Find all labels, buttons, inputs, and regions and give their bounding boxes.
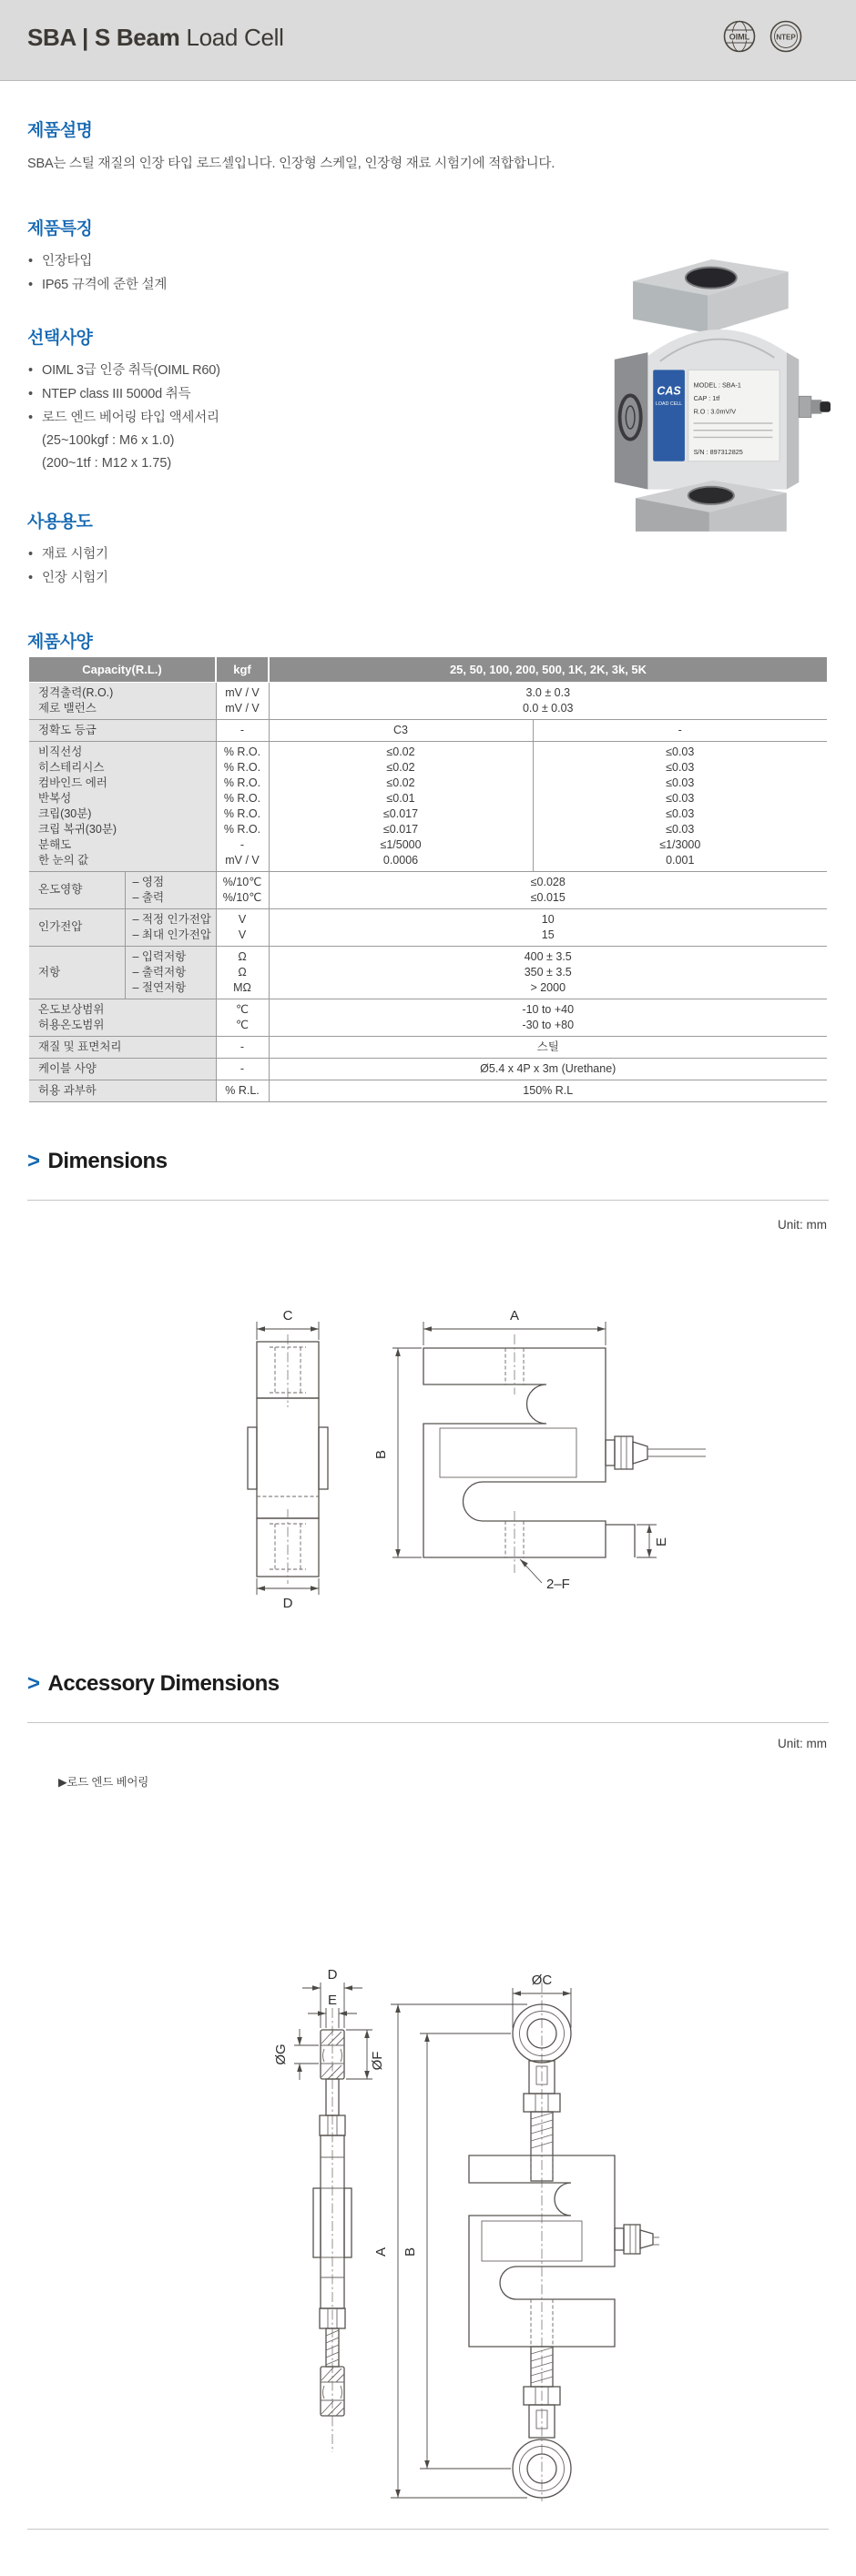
column-header-capacity: Capacity(R.L.) <box>29 657 216 682</box>
row-value: > 2000 <box>530 980 566 994</box>
row-sublabel: – 출력저항 <box>132 965 187 979</box>
unit-note: Unit: mm <box>778 1218 827 1232</box>
features-list <box>27 249 167 297</box>
dim-label-a: A <box>373 2246 389 2257</box>
header-band <box>0 0 856 81</box>
dim-label-b: B <box>403 2246 418 2257</box>
spec-row-accuracy <box>29 719 827 741</box>
label-model-line: MODEL : SBA-1 <box>693 380 741 390</box>
dim-label-b: B <box>373 1449 389 1460</box>
unit-note: Unit: mm <box>778 1737 827 1750</box>
dim-label-a: A <box>509 1308 520 1323</box>
dim-label-e: E <box>327 1993 338 2008</box>
row-unit: Ω <box>238 949 247 963</box>
row-value: ≤0.03 <box>666 806 695 820</box>
row-value: ≤0.03 <box>666 745 695 758</box>
ntep-logo-icon <box>769 19 803 54</box>
list-item: • 인장 시험기 <box>27 566 108 590</box>
spec-row-cable <box>29 1058 827 1080</box>
row-unit: % R.O. <box>223 806 261 820</box>
row-label: 반복성 <box>38 791 72 805</box>
dimension-drawing-side-view <box>360 1307 715 1611</box>
list-item: • 로드 엔드 베어링 타입 액세서리 <box>27 406 220 430</box>
dim-label-c: C <box>282 1308 293 1323</box>
row-sublabel: – 절연저항 <box>132 980 187 994</box>
spec-row-overload <box>29 1080 827 1101</box>
brand-sub-text: LOAD CELL <box>655 401 683 407</box>
row-unit: V <box>238 912 247 926</box>
row-value: 스틸 <box>269 1036 827 1058</box>
row-value: ≤0.03 <box>666 760 695 774</box>
row-unit: - <box>239 837 245 851</box>
section-heading-features: 제품특징 <box>27 219 93 238</box>
row-unit: % R.O. <box>223 745 261 758</box>
row-label: 비직선성 <box>38 745 83 758</box>
row-sublabel: – 출력 <box>132 890 165 904</box>
spec-row-performance-block <box>29 741 827 871</box>
dimensions-heading: > Dimensions <box>27 1149 168 1173</box>
row-label: 크립 복귀(30분) <box>38 822 117 836</box>
ntep-logo-text: NTEP <box>776 33 796 42</box>
column-header-unit: kgf <box>216 657 269 682</box>
row-value: ≤1/5000 <box>380 837 422 851</box>
row-sublabel: – 입력저항 <box>132 949 187 963</box>
spec-row-excitation <box>29 908 827 946</box>
list-item: • 인장타입 <box>27 249 167 273</box>
page-title-type: Load Cell <box>186 24 284 51</box>
dim-label-of: ØF <box>370 2051 385 2071</box>
section-product-features <box>27 215 167 297</box>
row-label: 케이블 사양 <box>29 1058 216 1080</box>
row-value: C3 <box>269 719 533 741</box>
row-value: ≤0.02 <box>386 760 415 774</box>
row-label: 정확도 등급 <box>29 719 216 741</box>
row-label: 히스테리시스 <box>38 760 105 774</box>
row-value: -30 to +80 <box>522 1018 575 1031</box>
row-label: 분해도 <box>38 837 72 851</box>
row-value: 150% R.L <box>269 1080 827 1101</box>
row-label: 허용 과부하 <box>29 1080 216 1101</box>
row-label: 허용온도범위 <box>38 1018 105 1031</box>
row-sublabel: – 적정 인가전압 <box>132 912 211 926</box>
row-unit: - <box>216 719 269 741</box>
row-value: ≤1/3000 <box>659 837 701 851</box>
oiml-logo-icon <box>722 19 757 54</box>
row-value: ≤0.02 <box>386 745 415 758</box>
page-title <box>27 24 284 52</box>
row-value: ≤0.015 <box>530 890 566 904</box>
row-unit: ℃ <box>235 1002 250 1016</box>
section-heading-options: 선택사양 <box>27 329 93 348</box>
row-value: 3.0 ± 0.3 <box>525 685 571 699</box>
section-optional-specs <box>27 324 220 475</box>
row-unit: MΩ <box>233 980 251 994</box>
accessory-heading: > Accessory Dimensions <box>27 1671 280 1696</box>
chevron-right-icon: > <box>27 1671 40 1696</box>
row-unit: % R.L. <box>216 1080 269 1101</box>
row-sublabel: – 최대 인가전압 <box>132 928 211 941</box>
row-value: 350 ± 3.5 <box>524 965 572 979</box>
label-cap-line: CAP : 1tf <box>693 394 720 403</box>
row-value: 400 ± 3.5 <box>524 949 572 963</box>
row-value: ≤0.03 <box>666 791 695 805</box>
option-subline: (25~100kgf : M6 x 1.0) <box>42 433 175 448</box>
row-value: ≤0.017 <box>382 822 419 836</box>
row-value: ≤0.028 <box>530 875 566 888</box>
section-heading-spec: 제품사양 <box>27 633 93 652</box>
page-title-model: SBA | S Beam <box>27 24 180 51</box>
row-unit: % R.O. <box>223 822 261 836</box>
row-unit: % R.O. <box>223 791 261 805</box>
row-unit: Ω <box>238 965 247 979</box>
divider <box>27 1200 829 1201</box>
options-list <box>27 359 220 430</box>
usage-list <box>27 543 108 590</box>
row-value: 10 <box>541 912 555 926</box>
section-heading-description: 제품설명 <box>27 121 93 140</box>
section-heading-usage: 사용용도 <box>27 512 93 532</box>
row-value: ≤0.03 <box>666 776 695 789</box>
section-spec <box>27 628 92 653</box>
row-label: 저항 <box>29 946 125 999</box>
row-unit: % R.O. <box>223 760 261 774</box>
row-value: Ø5.4 x 4P x 3m (Urethane) <box>269 1058 827 1080</box>
row-value: ≤0.017 <box>382 806 419 820</box>
list-item: • OIML 3급 인증 취득(OIML R60) <box>27 359 220 382</box>
accessory-drawing-side-view <box>332 1957 660 2503</box>
certification-logos <box>722 19 803 54</box>
row-value: ≤0.03 <box>666 822 695 836</box>
dim-label-2f: 2–F <box>546 1577 570 1592</box>
spec-row-rated-output <box>29 682 827 719</box>
row-value: 15 <box>541 928 555 941</box>
label-ro-line: R.O : 3.0mV/V <box>693 407 737 416</box>
row-label: 정격출력(R.O.) <box>38 685 114 699</box>
oiml-logo-text: OIML <box>729 32 750 42</box>
list-item: • 재료 시험기 <box>27 543 108 566</box>
row-label: 재질 및 표면처리 <box>29 1036 216 1058</box>
description-body: SBA는 스틸 재질의 인장 타입 로드셀입니다. 인장형 스케일, 인장형 재료 시험기에 적합합니다. <box>27 157 555 171</box>
accessory-caption: ▶로드 엔드 베어링 <box>58 1776 149 1789</box>
section-usage <box>27 508 108 590</box>
chevron-right-icon: > <box>27 1149 40 1173</box>
row-value: ≤0.02 <box>386 776 415 789</box>
row-unit: mV / V <box>225 701 260 715</box>
spec-row-temp-range <box>29 999 827 1036</box>
divider <box>27 2529 829 2530</box>
row-unit: %/10℃ <box>222 890 262 904</box>
spec-row-resistance <box>29 946 827 999</box>
label-serial-line: S/N : 897312825 <box>693 448 743 456</box>
product-photo <box>585 180 831 532</box>
spec-row-material <box>29 1036 827 1058</box>
row-value: -10 to +40 <box>522 1002 575 1016</box>
row-unit: % R.O. <box>223 776 261 789</box>
list-item: • NTEP class III 5000d 취득 <box>27 382 220 406</box>
spec-table <box>29 657 827 1102</box>
column-header-values: 25, 50, 100, 200, 500, 1K, 2K, 3k, 5K <box>269 657 827 682</box>
section-product-description <box>27 117 555 172</box>
spec-table-header-row <box>29 657 827 682</box>
dim-label-e: E <box>654 1536 669 1547</box>
row-label: 온도영향 <box>29 871 125 908</box>
row-label: 한 눈의 값 <box>38 853 89 867</box>
row-unit: - <box>216 1036 269 1058</box>
brand-logo-text: CAS <box>657 384 681 398</box>
row-sublabel: – 영점 <box>132 875 165 888</box>
option-subline: (200~1tf : M12 x 1.75) <box>42 456 172 471</box>
row-label: 인가전압 <box>29 908 125 946</box>
row-unit: ℃ <box>235 1018 250 1031</box>
row-unit: mV / V <box>225 685 260 699</box>
dim-label-oc: ØC <box>531 1973 553 1988</box>
row-value: 0.0006 <box>382 853 419 867</box>
list-item: • IP65 규격에 준한 설계 <box>27 273 167 297</box>
row-unit: %/10℃ <box>222 875 262 888</box>
row-label: 컴바인드 에러 <box>38 776 107 789</box>
row-value: ≤0.01 <box>386 791 415 805</box>
row-unit: V <box>238 928 247 941</box>
divider <box>27 1722 829 1723</box>
row-label: 크립(30분) <box>38 806 92 820</box>
dim-label-d: D <box>282 1596 293 1611</box>
dim-label-og: ØG <box>273 2044 289 2065</box>
row-value: 0.0 ± 0.03 <box>522 701 574 715</box>
row-label: 제로 밸런스 <box>38 701 97 715</box>
row-unit: - <box>216 1058 269 1080</box>
spec-row-temp-effect <box>29 871 827 908</box>
row-label: 온도보상범위 <box>38 1002 105 1016</box>
dim-label-d: D <box>327 1967 338 1983</box>
row-value: 0.001 <box>666 853 695 867</box>
row-unit: mV / V <box>225 853 260 867</box>
row-value: - <box>533 719 827 741</box>
